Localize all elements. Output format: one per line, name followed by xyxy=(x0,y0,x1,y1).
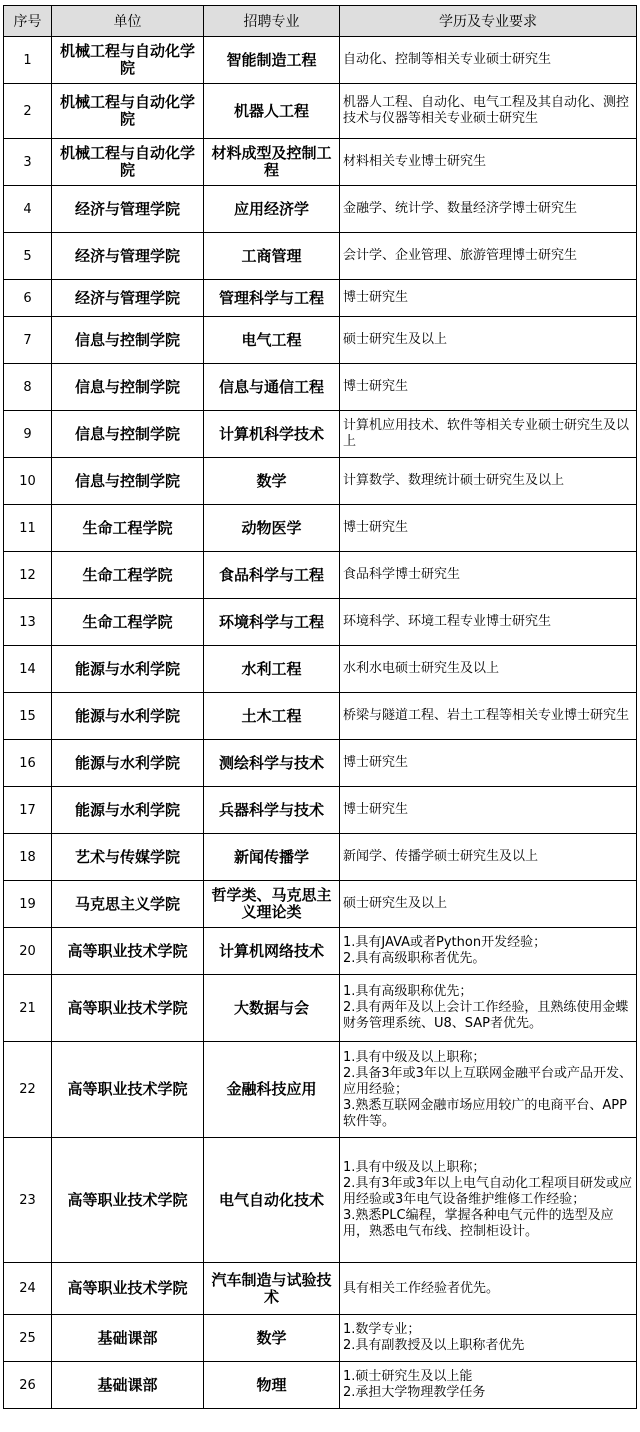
header-row xyxy=(4,6,637,37)
major-cell: 应用经济学 xyxy=(204,186,340,233)
row-number: 8 xyxy=(4,364,52,411)
table-row xyxy=(4,646,637,693)
table-row xyxy=(4,881,637,928)
requirements-cell: 博士研究生 xyxy=(340,280,637,317)
major-cell: 兵器科学与技术 xyxy=(204,787,340,834)
row-number: 18 xyxy=(4,834,52,881)
row-number: 19 xyxy=(4,881,52,928)
requirements-cell: 博士研究生 xyxy=(340,787,637,834)
major-cell: 食品科学与工程 xyxy=(204,552,340,599)
table-row xyxy=(4,505,637,552)
table-body xyxy=(4,37,637,1409)
table-row xyxy=(4,1263,637,1315)
major-cell: 大数据与会 xyxy=(204,975,340,1042)
table-row xyxy=(4,280,637,317)
unit-cell: 生命工程学院 xyxy=(52,599,204,646)
table-row xyxy=(4,599,637,646)
table-row xyxy=(4,1138,637,1263)
table-row xyxy=(4,1362,637,1409)
major-cell: 智能制造工程 xyxy=(204,37,340,84)
row-number: 9 xyxy=(4,411,52,458)
table-row xyxy=(4,411,637,458)
unit-cell: 生命工程学院 xyxy=(52,505,204,552)
unit-cell: 信息与控制学院 xyxy=(52,317,204,364)
major-cell: 计算机网络技术 xyxy=(204,928,340,975)
requirements-cell: 计算机应用技术、软件等相关专业硕士研究生及以上 xyxy=(340,411,637,458)
row-number: 25 xyxy=(4,1315,52,1362)
row-number: 22 xyxy=(4,1042,52,1138)
table-row xyxy=(4,787,637,834)
major-cell: 材料成型及控制工程 xyxy=(204,139,340,186)
row-number: 5 xyxy=(4,233,52,280)
requirements-cell: 自动化、控制等相关专业硕士研究生 xyxy=(340,37,637,84)
header-major: 招聘专业 xyxy=(204,6,340,37)
unit-cell: 能源与水利学院 xyxy=(52,787,204,834)
table-row xyxy=(4,975,637,1042)
requirements-cell: 环境科学、环境工程专业博士研究生 xyxy=(340,599,637,646)
major-cell: 环境科学与工程 xyxy=(204,599,340,646)
row-number: 20 xyxy=(4,928,52,975)
unit-cell: 信息与控制学院 xyxy=(52,458,204,505)
unit-cell: 生命工程学院 xyxy=(52,552,204,599)
row-number: 10 xyxy=(4,458,52,505)
requirements-cell: 具有相关工作经验者优先。 xyxy=(340,1263,637,1315)
table-row xyxy=(4,928,637,975)
row-number: 16 xyxy=(4,740,52,787)
header-unit: 单位 xyxy=(52,6,204,37)
row-number: 2 xyxy=(4,84,52,139)
requirements-cell: 水利水电硕士研究生及以上 xyxy=(340,646,637,693)
unit-cell: 高等职业技术学院 xyxy=(52,1263,204,1315)
requirements-cell: 硕士研究生及以上 xyxy=(340,881,637,928)
table-row xyxy=(4,740,637,787)
requirements-cell: 材料相关专业博士研究生 xyxy=(340,139,637,186)
row-number: 11 xyxy=(4,505,52,552)
requirements-cell: 1.具有中级及以上职称； 2.具备3年或3年以上互联网金融平台或产品开发、应用经验； 3.熟悉互联网金融市场应用较广的电商平台、APP软件等。 xyxy=(340,1042,637,1138)
table-row xyxy=(4,458,637,505)
unit-cell: 机械工程与自动化学院 xyxy=(52,139,204,186)
major-cell: 管理科学与工程 xyxy=(204,280,340,317)
requirements-cell: 桥梁与隧道工程、岩土工程等相关专业博士研究生 xyxy=(340,693,637,740)
unit-cell: 基础课部 xyxy=(52,1362,204,1409)
requirements-cell: 博士研究生 xyxy=(340,364,637,411)
row-number: 15 xyxy=(4,693,52,740)
requirements-cell: 硕士研究生及以上 xyxy=(340,317,637,364)
major-cell: 物理 xyxy=(204,1362,340,1409)
major-cell: 汽车制造与试验技术 xyxy=(204,1263,340,1315)
row-number: 17 xyxy=(4,787,52,834)
major-cell: 数学 xyxy=(204,458,340,505)
row-number: 26 xyxy=(4,1362,52,1409)
row-number: 1 xyxy=(4,37,52,84)
major-cell: 计算机科学技术 xyxy=(204,411,340,458)
unit-cell: 信息与控制学院 xyxy=(52,364,204,411)
major-cell: 新闻传播学 xyxy=(204,834,340,881)
unit-cell: 经济与管理学院 xyxy=(52,186,204,233)
table-row xyxy=(4,317,637,364)
major-cell: 金融科技应用 xyxy=(204,1042,340,1138)
major-cell: 动物医学 xyxy=(204,505,340,552)
major-cell: 电气自动化技术 xyxy=(204,1138,340,1263)
requirements-cell: 博士研究生 xyxy=(340,740,637,787)
major-cell: 电气工程 xyxy=(204,317,340,364)
table-row xyxy=(4,84,637,139)
row-number: 6 xyxy=(4,280,52,317)
requirements-cell: 1.数学专业； 2.具有副教授及以上职称者优先 xyxy=(340,1315,637,1362)
table-row xyxy=(4,1315,637,1362)
recruitment-table xyxy=(3,5,637,1409)
major-cell: 信息与通信工程 xyxy=(204,364,340,411)
unit-cell: 高等职业技术学院 xyxy=(52,928,204,975)
requirements-cell: 计算数学、数理统计硕士研究生及以上 xyxy=(340,458,637,505)
unit-cell: 经济与管理学院 xyxy=(52,280,204,317)
major-cell: 哲学类、马克思主义理论类 xyxy=(204,881,340,928)
major-cell: 测绘科学与技术 xyxy=(204,740,340,787)
major-cell: 工商管理 xyxy=(204,233,340,280)
requirements-cell: 新闻学、传播学硕士研究生及以上 xyxy=(340,834,637,881)
row-number: 4 xyxy=(4,186,52,233)
major-cell: 水利工程 xyxy=(204,646,340,693)
requirements-cell: 1.具有高级职称优先； 2.具有两年及以上会计工作经验，且熟练使用金蝶财务管理系统、U8、SAP者优先。 xyxy=(340,975,637,1042)
requirements-cell: 机器人工程、自动化、电气工程及其自动化、测控技术与仪器等相关专业硕士研究生 xyxy=(340,84,637,139)
table-row xyxy=(4,37,637,84)
header-requirements: 学历及专业要求 xyxy=(340,6,637,37)
requirements-cell: 1.硕士研究生及以上能 2.承担大学物理教学任务 xyxy=(340,1362,637,1409)
major-cell: 机器人工程 xyxy=(204,84,340,139)
unit-cell: 基础课部 xyxy=(52,1315,204,1362)
unit-cell: 能源与水利学院 xyxy=(52,740,204,787)
table-row xyxy=(4,1042,637,1138)
requirements-cell: 博士研究生 xyxy=(340,505,637,552)
row-number: 13 xyxy=(4,599,52,646)
unit-cell: 能源与水利学院 xyxy=(52,693,204,740)
row-number: 7 xyxy=(4,317,52,364)
unit-cell: 高等职业技术学院 xyxy=(52,1138,204,1263)
unit-cell: 信息与控制学院 xyxy=(52,411,204,458)
requirements-cell: 1.具有JAVA或者Python开发经验； 2.具有高级职称者优先。 xyxy=(340,928,637,975)
unit-cell: 经济与管理学院 xyxy=(52,233,204,280)
unit-cell: 马克思主义学院 xyxy=(52,881,204,928)
table-row xyxy=(4,233,637,280)
unit-cell: 艺术与传媒学院 xyxy=(52,834,204,881)
unit-cell: 机械工程与自动化学院 xyxy=(52,37,204,84)
requirements-cell: 食品科学博士研究生 xyxy=(340,552,637,599)
row-number: 12 xyxy=(4,552,52,599)
requirements-cell: 会计学、企业管理、旅游管理博士研究生 xyxy=(340,233,637,280)
unit-cell: 高等职业技术学院 xyxy=(52,975,204,1042)
row-number: 3 xyxy=(4,139,52,186)
table-row xyxy=(4,552,637,599)
table-row xyxy=(4,186,637,233)
unit-cell: 机械工程与自动化学院 xyxy=(52,84,204,139)
table-row xyxy=(4,693,637,740)
table-row xyxy=(4,364,637,411)
unit-cell: 高等职业技术学院 xyxy=(52,1042,204,1138)
row-number: 21 xyxy=(4,975,52,1042)
unit-cell: 能源与水利学院 xyxy=(52,646,204,693)
row-number: 24 xyxy=(4,1263,52,1315)
row-number: 23 xyxy=(4,1138,52,1263)
row-number: 14 xyxy=(4,646,52,693)
table-row xyxy=(4,139,637,186)
table-row xyxy=(4,834,637,881)
requirements-cell: 1.具有中级及以上职称； 2.具有3年或3年以上电气自动化工程项目研发或应用经验或3年电气设备维护维修工作经验； 3.熟悉PLC编程，掌握各种电气元件的选型及应用，熟悉电气布线、控制柜设计。 xyxy=(340,1138,637,1263)
major-cell: 土木工程 xyxy=(204,693,340,740)
requirements-cell: 金融学、统计学、数量经济学博士研究生 xyxy=(340,186,637,233)
header-no: 序号 xyxy=(4,6,52,37)
major-cell: 数学 xyxy=(204,1315,340,1362)
